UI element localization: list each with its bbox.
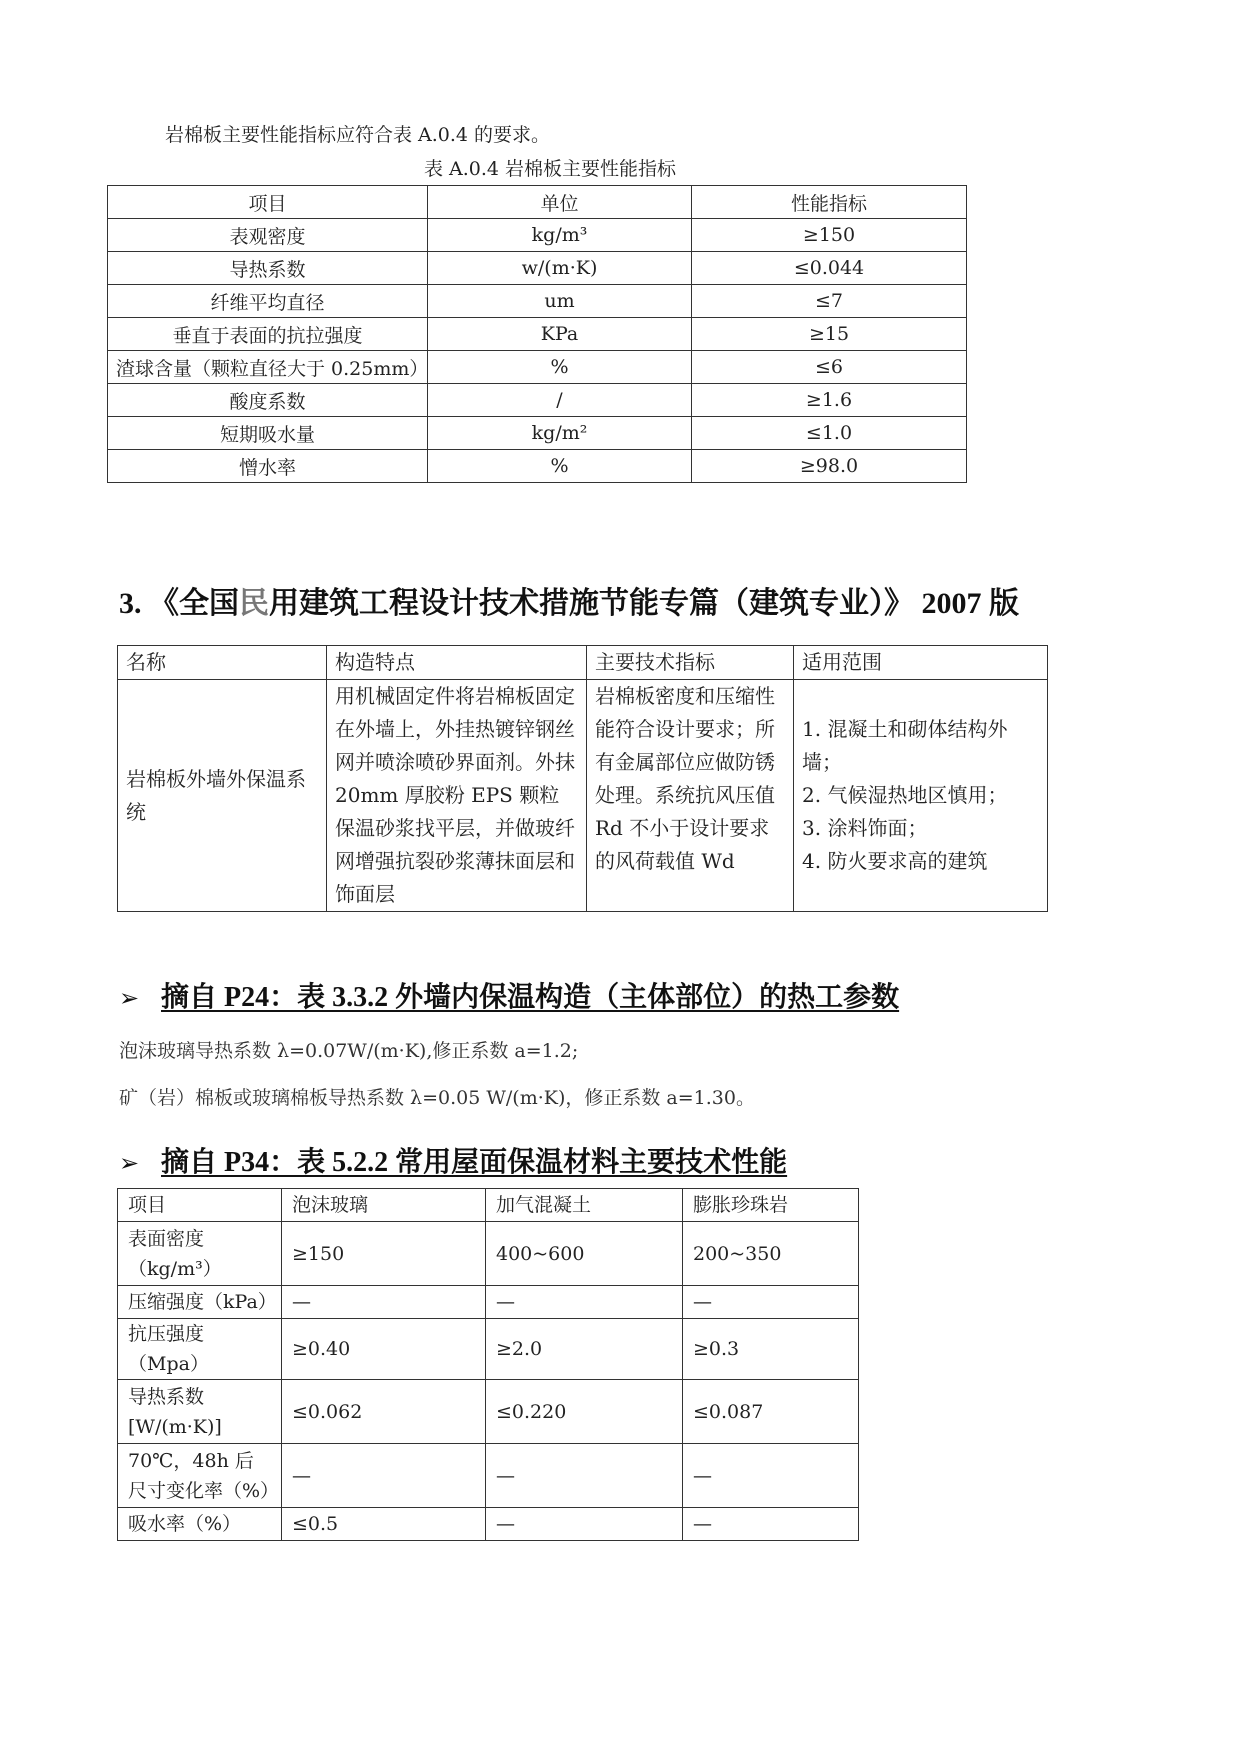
table-cell: 抗压强度（Mpa） [118,1319,282,1380]
table-cell: kg/m² [428,417,692,450]
table-cell: 导热系数 [W/(m·K)] [118,1380,282,1444]
table-cell: 短期吸水量 [108,417,428,450]
table-cell: — [683,1444,859,1508]
table-row [108,351,967,384]
header-cell: 项目 [108,186,428,219]
table-cell: ≤7 [692,285,967,318]
heading-prefix: 3. 《全国 [119,587,239,620]
scope-item: 1. 混凝土和砌体结构外墙； [802,717,1008,774]
table-cell: um [428,285,692,318]
table-cell: ≤0.220 [486,1380,683,1444]
header-cell: 膨胀珍珠岩 [683,1189,859,1222]
table-cell: w/(m·K) [428,252,692,285]
header-cell: 项目 [118,1189,282,1222]
system-name-cell: 岩棉板外墙外保温系统 [118,680,327,912]
table-cell: ≥0.3 [683,1319,859,1380]
table-header-row [118,1189,859,1222]
table-cell: ≥15 [692,318,967,351]
table-cell: / [428,384,692,417]
roof-insulation-table [117,1188,859,1541]
table-cell: — [683,1286,859,1319]
table-cell: ≥0.40 [282,1319,486,1380]
table-cell: 酸度系数 [108,384,428,417]
table-header-row [118,646,1048,680]
table-cell: — [486,1508,683,1541]
table-cell: ≤0.062 [282,1380,486,1444]
table-cell: 压缩强度（kPa） [118,1286,282,1319]
table-cell: ≥1.6 [692,384,967,417]
table-cell: 垂直于表面的抗拉强度 [108,318,428,351]
table-row [108,219,967,252]
arrow-bullet-icon: ➢ [119,1151,140,1177]
table-cell: 400~600 [486,1222,683,1286]
table1-caption: 表 A.0.4 岩棉板主要性能指标 [423,158,677,180]
section-heading-p34 [119,1140,787,1180]
table-cell: ≤0.044 [692,252,967,285]
table-row [108,450,967,483]
header-cell: 名称 [118,646,327,680]
table-cell: — [486,1286,683,1319]
header-cell: 主要技术指标 [587,646,794,680]
table-cell: 表面密度（kg/m³） [118,1222,282,1286]
table-row [108,285,967,318]
heading-suffix: 用建筑工程设计技术措施节能专篇（建筑专业）》 2007 版 [269,587,1019,620]
heading-dim-char: 民 [239,587,269,620]
table-cell: ≤1.0 [692,417,967,450]
section-title: 摘自 P24：表 3.3.2 外墙内保温构造（主体部位）的热工参数 [161,982,900,1013]
table-cell: 200~350 [683,1222,859,1286]
table-cell: % [428,351,692,384]
scope-item: 2. 气候湿热地区慎用； [802,783,1008,807]
table-row [108,384,967,417]
table-cell: kg/m³ [428,219,692,252]
rock-wool-performance-table [107,185,967,483]
table-row [118,1380,859,1444]
table-row [108,318,967,351]
table-cell: % [428,450,692,483]
paragraph: 泡沫玻璃导热系数 λ=0.07W/(m·K),修正系数 a=1.2; [119,1040,579,1062]
table-cell: 表观密度 [108,219,428,252]
structure-cell: 用机械固定件将岩棉板固定在外墙上，外挂热镀锌钢丝网并喷涂喷砂界面剂。外抹 20mm 厚胶粉 EPS 颗粒保温砂浆找平层，并做玻纤网增强抗裂砂浆薄抹面层和饰面层 [327,680,587,912]
table-cell: 导热系数 [108,252,428,285]
table-cell: ≤0.5 [282,1508,486,1541]
table-cell: — [683,1508,859,1541]
table-cell: ≥150 [692,219,967,252]
table-cell: — [282,1286,486,1319]
paragraph: 矿（岩）棉板或玻璃棉板导热系数 λ=0.05 W/(m·K)，修正系数 a=1.30。 [119,1087,755,1109]
table-cell: 纤维平均直径 [108,285,428,318]
section-heading-p24 [119,975,899,1015]
table-cell: 憎水率 [108,450,428,483]
header-cell: 泡沫玻璃 [282,1189,486,1222]
header-cell: 性能指标 [692,186,967,219]
scope-item: 4. 防火要求高的建筑 [802,849,988,873]
table-header-row [108,186,967,219]
scope-cell [794,680,1048,912]
header-cell: 构造特点 [327,646,587,680]
table-cell: ≥98.0 [692,450,967,483]
header-cell: 单位 [428,186,692,219]
indicators-cell: 岩棉板密度和压缩性能符合设计要求；所有金属部位应做防锈处理。系统抗风压值 Rd 不小于设计要求的风荷载值 Wd [587,680,794,912]
arrow-bullet-icon: ➢ [119,986,140,1012]
table-row [118,1319,859,1380]
table-cell: — [282,1444,486,1508]
table-cell: 吸水率（%） [118,1508,282,1541]
section-title: 摘自 P34：表 5.2.2 常用屋面保温材料主要技术性能 [161,1147,788,1178]
table-cell: ≥150 [282,1222,486,1286]
table-cell: ≤6 [692,351,967,384]
section-heading [119,578,1019,622]
table-cell: 70℃，48h 后尺寸变化率（%） [118,1444,282,1508]
table-row [118,680,1048,912]
table-row [118,1286,859,1319]
intro-text: 岩棉板主要性能指标应符合表 A.0.4 的要求。 [165,124,551,146]
insulation-system-table [117,645,1048,912]
table-row [108,252,967,285]
table-cell: — [486,1444,683,1508]
scope-item: 3. 涂料饰面； [802,816,928,840]
header-cell: 适用范围 [794,646,1048,680]
table-cell: 渣球含量（颗粒直径大于 0.25mm） [108,351,428,384]
table-row [118,1444,859,1508]
table-cell: KPa [428,318,692,351]
table-cell: ≥2.0 [486,1319,683,1380]
table-row [108,417,967,450]
table-row [118,1508,859,1541]
header-cell: 加气混凝土 [486,1189,683,1222]
table-row [118,1222,859,1286]
table-cell: ≤0.087 [683,1380,859,1444]
